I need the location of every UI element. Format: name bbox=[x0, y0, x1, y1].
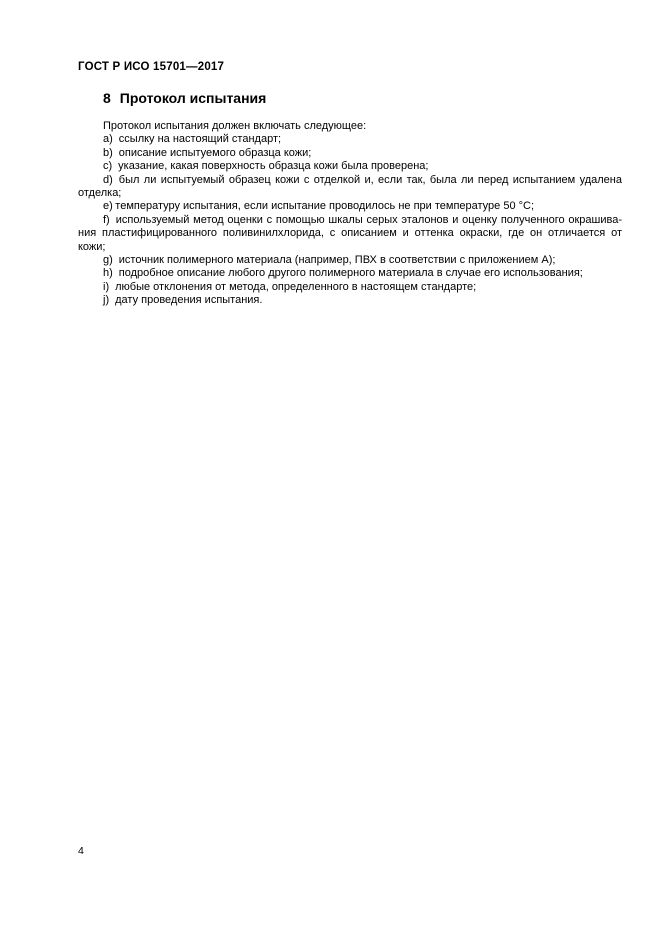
section-title: Протокол испытания bbox=[119, 90, 267, 106]
item-text: ния пластифицированного поливинилхлорида, с описанием и оттенка окраски, где он отличается от bbox=[78, 227, 622, 240]
item-label: i) bbox=[103, 280, 110, 293]
item-text: подробное описание любого другого полимерного материала в случае его использования; bbox=[118, 267, 583, 280]
list-item-d bbox=[78, 174, 622, 201]
item-label: e) bbox=[103, 200, 113, 213]
item-text: используемый метод оценки с помощью шкалы серых эталонов и оценку полученного окрашива- bbox=[115, 213, 622, 226]
item-label: h) bbox=[103, 267, 113, 280]
item-line bbox=[78, 174, 622, 187]
item-line bbox=[78, 147, 622, 160]
item-text: кожи; bbox=[78, 240, 106, 253]
item-line bbox=[78, 254, 622, 267]
list-item-g bbox=[78, 254, 622, 267]
list-item-a bbox=[78, 133, 622, 146]
list-item-b bbox=[78, 147, 622, 160]
list-item-j bbox=[78, 294, 622, 307]
item-line bbox=[78, 281, 622, 294]
section-number: 8 bbox=[103, 90, 111, 106]
item-text: температуру испытания, если испытание проводилось не при температуре 50 °С; bbox=[115, 200, 535, 213]
item-line bbox=[78, 133, 622, 146]
item-text: дату проведения испытания. bbox=[115, 294, 263, 307]
item-label: c) bbox=[103, 160, 113, 173]
item-label: a) bbox=[103, 133, 113, 146]
section-heading bbox=[103, 90, 266, 106]
item-label: j) bbox=[103, 294, 110, 307]
item-line bbox=[78, 267, 622, 280]
item-text: отделка; bbox=[78, 187, 122, 200]
item-label: d) bbox=[103, 173, 113, 186]
item-line bbox=[78, 294, 622, 307]
report-requirements bbox=[78, 120, 622, 308]
item-text: источник полимерного материала (например, ПВХ в соответствии с приложением А); bbox=[118, 254, 556, 267]
list-item-f bbox=[78, 214, 622, 254]
report-intro bbox=[78, 120, 622, 133]
list-item-c bbox=[78, 160, 622, 173]
running-header: ГОСТ Р ИСО 15701—2017 bbox=[78, 61, 225, 73]
item-label: f) bbox=[103, 213, 110, 226]
item-line bbox=[78, 160, 622, 173]
item-line bbox=[78, 200, 622, 213]
item-line bbox=[78, 187, 622, 200]
item-text: описание испытуемого образца кожи; bbox=[118, 146, 312, 159]
list-item-i bbox=[78, 281, 622, 294]
item-line bbox=[78, 227, 622, 240]
item-text: любые отклонения от метода, определенного в настоящем стандарте; bbox=[115, 280, 477, 293]
list-item-e bbox=[78, 200, 622, 213]
item-line bbox=[78, 241, 622, 254]
item-label: b) bbox=[103, 146, 113, 159]
item-text: указание, какая поверхность образца кожи была проверена; bbox=[118, 160, 429, 173]
item-text: был ли испытуемый образец кожи с отделкой и, если так, была ли перед испытанием удалена bbox=[118, 173, 622, 186]
intro-text: Протокол испытания должен включать следующее: bbox=[103, 120, 367, 132]
list-item-h bbox=[78, 267, 622, 280]
item-label: g) bbox=[103, 254, 113, 267]
item-line bbox=[78, 214, 622, 227]
page-number: 4 bbox=[78, 845, 84, 857]
item-text: ссылку на настоящий стандарт; bbox=[118, 133, 282, 146]
